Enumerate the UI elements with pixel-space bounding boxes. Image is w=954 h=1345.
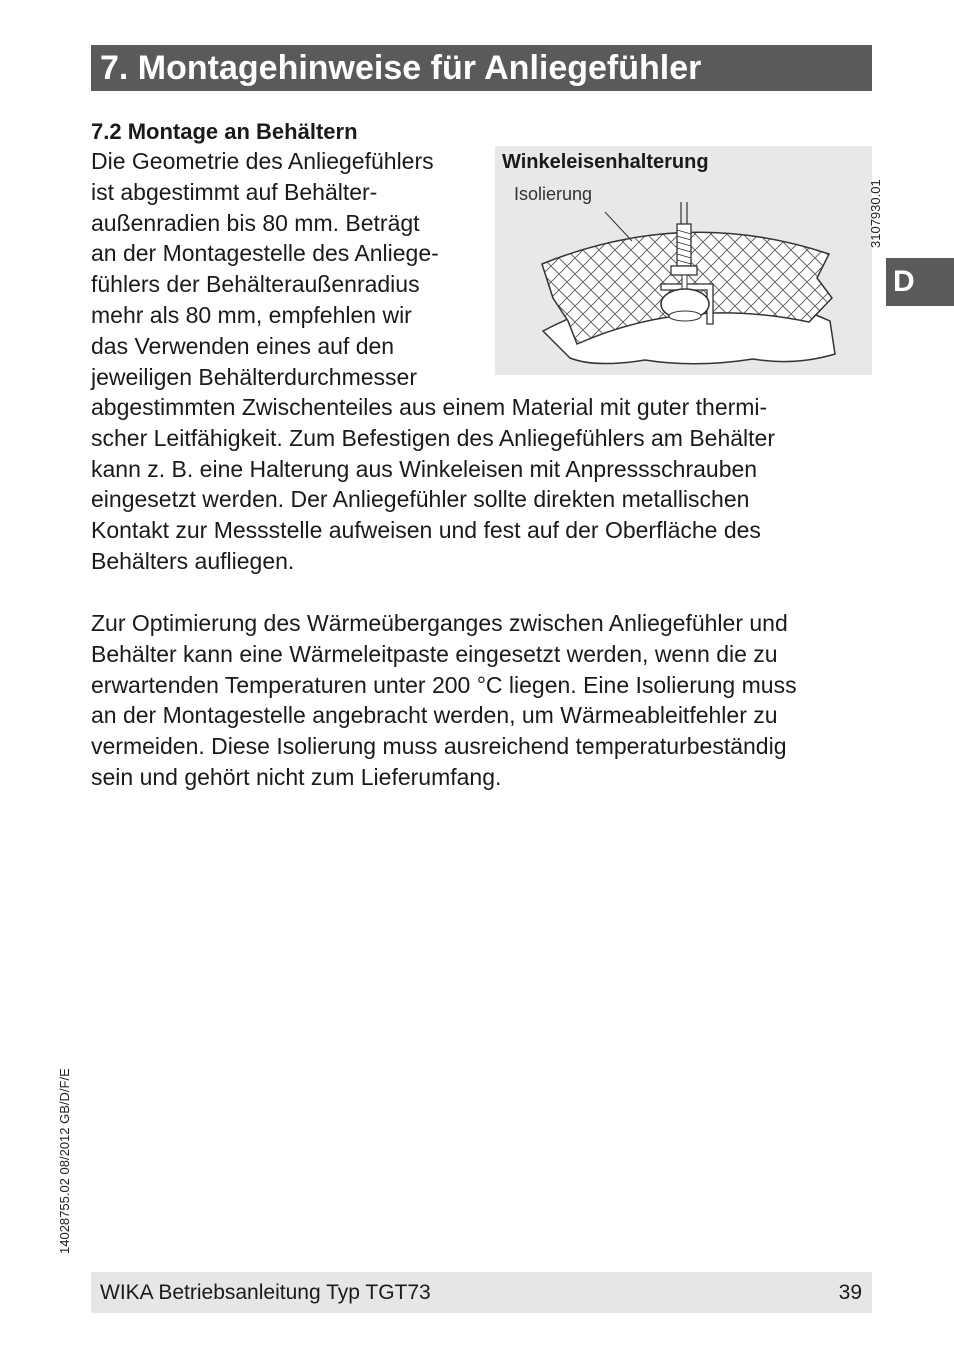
page-footer <box>91 1272 872 1313</box>
text-line: kann z. B. eine Halterung aus Winkeleisen mit Anpressschrauben <box>91 455 758 482</box>
text-line: jeweiligen Behälterdurchmesser <box>91 363 417 390</box>
section-heading: 7.2 Montage an Behältern <box>91 119 358 144</box>
figure-reference: 3107930.01 <box>868 179 883 248</box>
text-line: außenradien bis 80 mm. Beträgt <box>91 209 420 236</box>
paragraph-2 <box>91 608 881 793</box>
text-line: Behälters aufliegen. <box>91 547 295 574</box>
paragraph-1-wrapped <box>91 146 491 392</box>
text-line: abgestimmten Zwischenteiles aus einem Material mit guter thermi- <box>91 394 768 420</box>
page-number: 39 <box>838 1281 862 1304</box>
text-line: fühlers der Behälteraußenradius <box>91 271 420 298</box>
text-line: sein und gehört nicht zum Lieferumfang. <box>91 763 502 790</box>
text-line: scher Leitfähigkeit. Zum Befestigen des Anliegefühlers am Behälter <box>91 424 775 451</box>
text-line: Behälter kann eine Wärmeleitpaste eingesetzt werden, wenn die zu <box>91 640 778 667</box>
text-line: Zur Optimierung des Wärmeüberganges zwischen Anliegefühler und <box>91 610 788 636</box>
paragraph-1-continued <box>91 392 881 577</box>
text-line: erwartenden Temperaturen unter 200 °C liegen. Eine Isolierung muss <box>91 671 797 698</box>
text-line: mehr als 80 mm, empfehlen wir <box>91 301 412 328</box>
text-line: Kontakt zur Messstelle aufweisen und fest auf der Oberfläche des <box>91 517 761 544</box>
chapter-title: 7. Montagehinweise für Anliegefühler <box>91 45 872 91</box>
footer-title: WIKA Betriebsanleitung Typ TGT73 <box>100 1281 431 1304</box>
document-number: 14028755.02 08/2012 GB/D/F/E <box>57 1068 72 1254</box>
text-line: vermeiden. Diese Isolierung muss ausreichend temperaturbeständig <box>91 733 787 760</box>
text-line: eingesetzt werden. Der Anliegefühler sollte direkten metallischen <box>91 486 750 513</box>
language-tab: D <box>886 258 954 306</box>
insulation-label: Isolierung <box>514 184 593 204</box>
text-line: an der Montagestelle des Anliege- <box>91 240 439 267</box>
text-line: an der Montagestelle angebracht werden, um Wärmeableitfehler zu <box>91 702 778 729</box>
text-line: das Verwenden eines auf den <box>91 332 395 359</box>
text-line: Die Geometrie des Anliegefühlers <box>91 148 434 174</box>
angle-bracket-mounting-diagram <box>495 146 872 375</box>
figure-title: Winkeleisenhalterung <box>502 151 709 173</box>
text-line: ist abgestimmt auf Behälter- <box>91 178 378 205</box>
mounting-figure <box>495 146 872 375</box>
